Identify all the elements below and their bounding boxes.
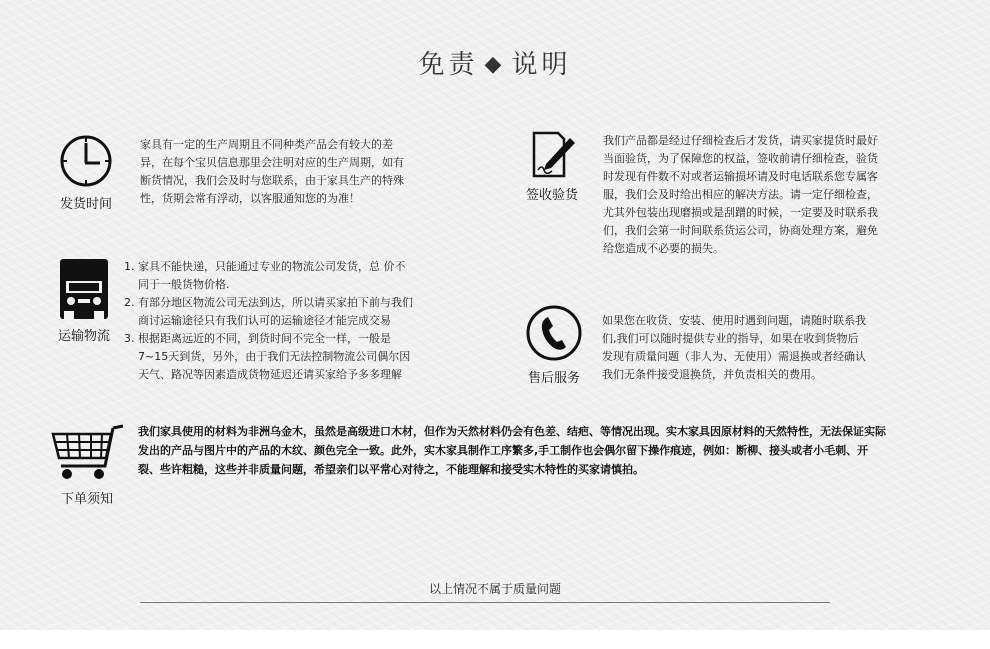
list-number: 1. <box>124 260 135 273</box>
after-sales-icon-box <box>520 303 588 386</box>
logistics-item <box>124 258 416 294</box>
logistics-item <box>124 294 416 330</box>
after-sales-text: 如果您在收货、安装、使用时遇到问题，请随时联系我们,我们可以随时提供专业的指导，如果在收到货物后发现有质量问题（非人为、无使用）需退换或者经确认我们无条件接受退换货，并负责相关的费用。 <box>602 314 866 381</box>
phone-icon <box>524 303 584 363</box>
shopping-cart-icon <box>49 422 125 484</box>
order-notice-icon-box <box>48 422 126 507</box>
logistics-item <box>124 330 416 384</box>
order-notice-label: 下单须知 <box>60 492 113 507</box>
logistics-icon-box <box>48 257 120 344</box>
footer-divider <box>140 602 830 603</box>
sign-inspect-icon-box <box>518 130 586 203</box>
list-item-text: 根据距离远近的不同，到货时间不完全一样，一般是7~15天到货，另外，由于我们无法控制物流公司偶尔因天气、路况等因素造成货物延迟还请买家给予多多理解 <box>138 332 411 381</box>
delivery-time-label: 发货时间 <box>59 197 112 212</box>
order-notice-text: 我们家具使用的材料为非洲乌金木，虽然是高级进口木材，但作为天然材料仍会有色差、结疤、等情况出现。实木家具因原材料的天然特性，无法保证实际发出的产品与图片中的产品的木纹、颜色完全一致。此外，实木家具制作工序繁多,手工制作也会偶尔留下操作痕迹，例如：断柳、接头或者小毛刺、开裂、些许粗糙，这些并非质量问题，希望亲们以平常心对待之，不能理解和接受实木特性的买家请慎拍。 <box>138 425 886 476</box>
list-number: 2. <box>124 296 135 309</box>
logistics-label: 运输物流 <box>57 329 110 344</box>
title-right: 说明 <box>511 50 572 80</box>
signature-document-icon <box>524 130 580 180</box>
diamond-icon: ◆ <box>484 52 506 77</box>
truck-icon <box>56 257 112 321</box>
delivery-time-text: 家具有一定的生产周期且不同种类产品会有较大的差异，在每个宝贝信息那里会注明对应的生产周期，如有断货情况，我们会及时与您联系，由于家具生产的特殊性，货期会常有浮动，以客服通知您的为准！ <box>140 138 404 205</box>
clock-icon <box>58 133 114 189</box>
page-title <box>0 44 990 81</box>
logistics-list <box>124 258 416 384</box>
list-number: 3. <box>124 332 135 345</box>
title-left: 免责 <box>418 50 479 80</box>
sign-inspect-text: 我们产品都是经过仔细检查后才发货，请买家提货时最好当面验货，为了保障您的权益，签收前请仔细检查，验货时发现有件数不对或者运输损坏请及时电话联系您专属客服，我们会及时给出相应的解决方法。请一定仔细检查，尤其外包装出现磨损或是刮蹭的时候，一定要及时联系我们，我们会第一时间联系货运公司，协商处理方案，避免给您造成不必要的损失。 <box>603 134 878 255</box>
bottom-strip <box>0 630 990 649</box>
list-item-text: 家具不能快递，只能通过专业的物流公司发货，总 价不同于一般货物价格. <box>138 260 406 291</box>
sign-inspect-label: 签收验货 <box>525 188 578 203</box>
after-sales-label: 售后服务 <box>527 371 580 386</box>
list-item-text: 有部分地区物流公司无法到达，所以请买家拍下前与我们商讨运输途径只有我们认可的运输途径才能完成交易 <box>138 296 413 327</box>
delivery-time-icon-box <box>52 133 120 212</box>
footer-note: 以上情况不属于质量问题 <box>428 582 561 596</box>
